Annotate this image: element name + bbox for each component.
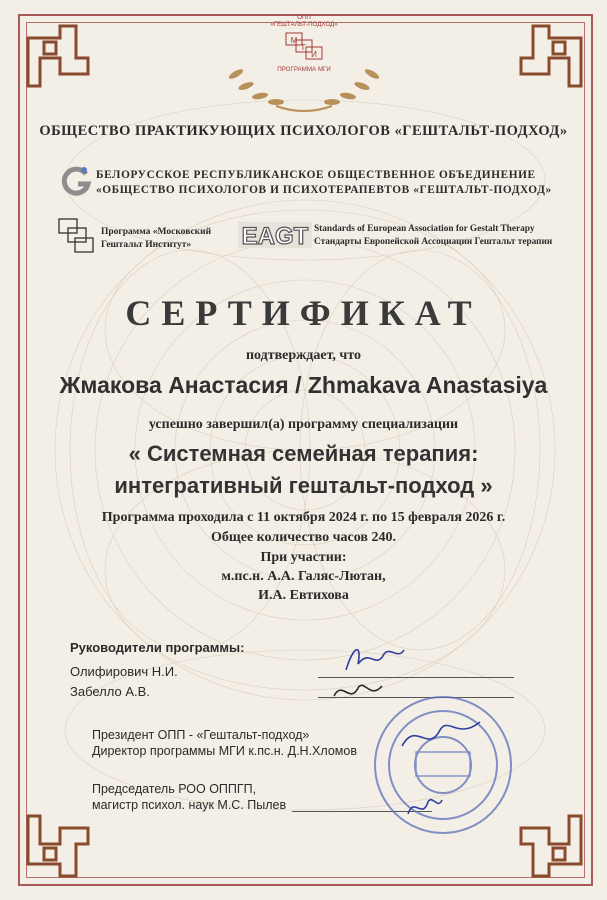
blr-line2: «ОБЩЕСТВО ПСИХОЛОГОВ И ПСИХОТЕРАПЕВТОВ «ГЕШТАЛЬТ-ПОДХОД»: [96, 184, 552, 196]
mgi-letters-mark: [284, 31, 324, 61]
eagt-line2: Стандарты Европейской Ассоциации Гештальт терапии: [314, 237, 553, 247]
certificate-title: СЕРТИФИКАТ: [125, 293, 482, 333]
leader-2: Забелло А.В.: [70, 684, 150, 699]
eagt-logo-text: EAGT: [241, 223, 309, 250]
confirms-text: подтверждает, что: [245, 348, 362, 363]
president-title: Президент ОПП - «Гештальт-подход»: [92, 728, 310, 742]
participant-1: м.пс.н. А.А. Галяс-Лютан,: [221, 569, 386, 584]
corner-ornament-bottom-left: [20, 808, 96, 884]
moscow-institute-logo-icon: [56, 216, 96, 256]
logo-letter-i: И: [311, 50, 317, 59]
moscow-program-label: [101, 226, 211, 252]
organization-title: ОБЩЕСТВО ПРАКТИКУЮЩИХ ПСИХОЛОГОВ «ГЕШТАЛЬТ-ПОДХОД»: [39, 123, 568, 139]
signature-chair: [404, 790, 444, 824]
program-dates: Программа проходила с 11 октября 2024 г. по 15 февраля 2026 г.: [101, 510, 506, 525]
director-title: Директор программы МГИ к.пс.н. Д.Н.Хломов: [92, 744, 357, 758]
moscow-program-line1: Программа «Московский: [101, 227, 212, 237]
program-name-line1: « Системная семейная терапия:: [128, 441, 479, 466]
eagt-logo: [238, 220, 312, 250]
eagt-line1: Standards of European Association for Gestalt Therapy: [314, 224, 535, 234]
logo-letter-m: М: [290, 36, 298, 45]
logo-top-line2: «ГЕШТАЛЬТ-ПОДХОД»: [270, 21, 338, 28]
completed-text: успешно завершил(а) программу специализации: [148, 417, 459, 432]
corner-ornament-top-left: [20, 18, 96, 94]
participant-2: И.А. Евтихова: [258, 588, 349, 603]
logo-top-line1: ОПП: [297, 14, 311, 21]
program-name-line2: интегративный гештальт-подход »: [114, 473, 493, 498]
laurel-wreath-icon: [216, 60, 392, 116]
leader-1: Олифирович Н.И.: [70, 664, 178, 679]
total-hours: Общее количество часов 240.: [211, 530, 396, 545]
logo-letter-g: Г: [301, 43, 307, 52]
moscow-program-line2: Гештальт Институт»: [101, 240, 192, 250]
blr-organization-logo-icon: [60, 164, 92, 196]
eagt-standards: [314, 223, 552, 249]
logo-bottom: ПРОГРАММА МГИ: [277, 66, 331, 73]
signature-leader-2: [330, 674, 390, 710]
chair-degree: магистр психол. наук М.С. Пылев: [92, 798, 287, 812]
leaders-heading: Руководители программы:: [70, 640, 245, 655]
corner-ornament-bottom-right: [513, 808, 589, 884]
blr-organization-name: [96, 168, 552, 198]
chair-title: Председатель РОО ОППГП,: [92, 782, 257, 796]
recipient-name: Жмакова Анастасия / Zhmakava Anastasiya: [59, 372, 548, 398]
signature-president: [396, 710, 486, 760]
corner-ornament-top-right: [513, 18, 589, 94]
blr-line1: БЕЛОРУССКОЕ РЕСПУБЛИКАНСКОЕ ОБЩЕСТВЕННОЕ ОБЪЕДИНЕНИЕ: [96, 169, 536, 181]
participation-label: При участии:: [260, 550, 347, 565]
